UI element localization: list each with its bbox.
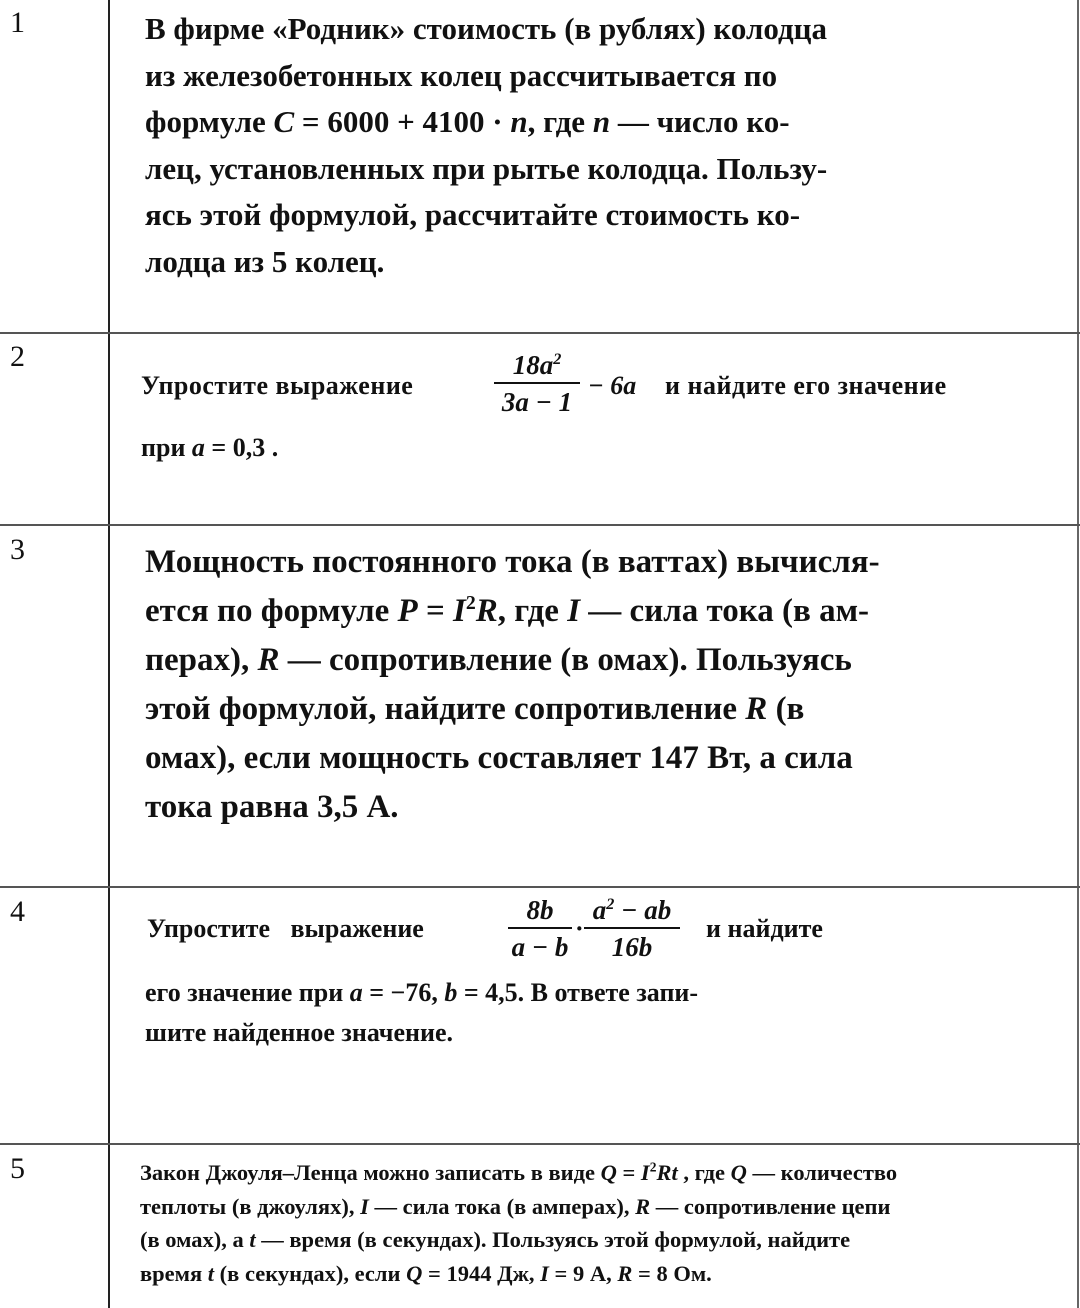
math-var: Q (730, 1160, 747, 1185)
text: — время (в секундах). Пользуясь этой формулой, найдите (255, 1227, 851, 1252)
numerator (494, 348, 580, 382)
multiply-dot: · (575, 914, 584, 943)
row-divider (0, 332, 1080, 334)
math-var: R (257, 642, 280, 678)
math-var: t (207, 1260, 215, 1286)
task-number: 5 (10, 1152, 25, 1185)
math-var: P (397, 593, 418, 629)
math-var: n (592, 104, 611, 139)
task-text: и найдите его значение (665, 371, 947, 400)
text: — сопротивление (в омах). Пользуясь (279, 642, 852, 678)
denominator: a − b (511, 932, 569, 962)
row-divider (0, 1143, 1080, 1145)
column-divider (108, 0, 110, 1308)
denominator: 16b (611, 932, 653, 962)
math-var: R (745, 691, 768, 727)
task-number: 2 (10, 340, 25, 373)
text: , где (527, 104, 593, 139)
math-var: Q (600, 1160, 617, 1185)
math-var: R (635, 1193, 651, 1219)
text: — количество (746, 1160, 898, 1185)
math-var: R (475, 593, 498, 629)
task-line (145, 99, 960, 146)
math-var: I (540, 1260, 549, 1286)
task-line (140, 1257, 1032, 1291)
text: — сила тока (в амперах), (368, 1193, 636, 1219)
task-text: и найдите (706, 914, 823, 943)
task-line (145, 587, 977, 636)
task-3-text (145, 538, 977, 832)
math-var: I (567, 593, 581, 629)
task-line: Мощность постоянного тока (в ваттах) вычисля- (145, 544, 880, 580)
text: формуле (145, 104, 274, 139)
text: = (616, 1160, 641, 1185)
math-var: Q (406, 1260, 423, 1286)
text: (в (767, 691, 805, 727)
text: теплоты (в джоулях), (140, 1193, 361, 1219)
task-line: омах), если мощность составляет 147 Вт, а сила (145, 740, 853, 776)
text: = 4,5. В ответе запи- (457, 978, 699, 1007)
text: (в секундах), если (214, 1260, 407, 1286)
math-var: t (249, 1227, 256, 1252)
text: = 8 Ом. (632, 1260, 712, 1286)
math-expr: − 6a (588, 371, 637, 400)
text: его значение при (145, 978, 350, 1007)
exponent: 2 (649, 1159, 657, 1175)
fraction (508, 893, 572, 963)
text: , где (677, 1160, 731, 1185)
text: = 9 А, (548, 1260, 618, 1286)
numerator: 8b (526, 895, 554, 925)
task-line: тока равна 3,5 А. (145, 789, 399, 825)
text: = −76, (362, 978, 445, 1007)
row-divider (0, 524, 1080, 526)
task-number: 4 (10, 895, 25, 928)
task-line: из железобетонных колец рассчитывается по (145, 57, 778, 93)
text: ется по формуле (145, 593, 398, 629)
task-line (145, 978, 698, 1008)
task-line (141, 433, 278, 463)
numerator (584, 893, 680, 927)
task-line (140, 1190, 1032, 1224)
text: 18a (512, 350, 554, 380)
row-divider (0, 886, 1080, 888)
text: — сила тока (в ам- (580, 593, 870, 629)
math-var: Rt (656, 1160, 678, 1185)
exponent: 2 (606, 895, 615, 913)
math-var: a (349, 978, 363, 1007)
task-line: В фирме «Родник» стоимость (в рублях) колодца (145, 11, 827, 46)
fraction (584, 893, 680, 963)
task-text: Упростите выражение (141, 371, 414, 400)
math-var: I (453, 593, 466, 629)
task-line (140, 1223, 1032, 1257)
text: = 1944 Дж, (422, 1260, 541, 1286)
text: перах), (145, 642, 258, 678)
task-line (140, 1156, 1032, 1190)
exponent: 2 (553, 350, 562, 368)
task-text: Упростите выражение (147, 914, 424, 943)
text: = 6000 + 4100 · (294, 104, 511, 139)
denominator: 3a − 1 (501, 387, 573, 417)
task-line: лодца из 5 колец. (145, 243, 385, 279)
task-line: ясь этой формулой, рассчитайте стоимость ко- (145, 197, 801, 232)
math-var: C (273, 104, 295, 139)
math-var: I (360, 1193, 369, 1219)
text: при (141, 433, 192, 462)
task-line (145, 636, 977, 685)
text: a (592, 895, 607, 925)
task-line (145, 685, 977, 734)
right-border (1077, 0, 1079, 1308)
text: время (140, 1260, 208, 1286)
text: этой формулой, найдите сопротивление (145, 691, 746, 727)
text: Закон Джоуля–Ленца можно записать в виде (140, 1160, 601, 1185)
text: , где (497, 593, 568, 629)
text: (в омах), а (140, 1227, 250, 1252)
text: = 0,3 . (204, 433, 279, 462)
task-number: 1 (10, 6, 25, 39)
task-1-text (145, 6, 960, 285)
fraction (494, 348, 580, 418)
task-number: 3 (10, 533, 25, 566)
math-var: b (444, 978, 458, 1007)
math-var: R (617, 1260, 633, 1286)
math-var: a (191, 433, 205, 462)
exponent: 2 (465, 592, 476, 614)
math-var: n (510, 104, 528, 139)
task-line: шите найденное значение. (145, 1018, 453, 1047)
text: = (417, 593, 454, 629)
text: — число ко- (610, 104, 790, 139)
text: — сопротивление цепи (650, 1193, 891, 1219)
task-line: лец, установленных при рытье колодца. Пользу- (145, 150, 828, 186)
math-var: I (640, 1160, 650, 1185)
task-5-text (140, 1156, 1032, 1290)
text: − ab (614, 895, 672, 925)
